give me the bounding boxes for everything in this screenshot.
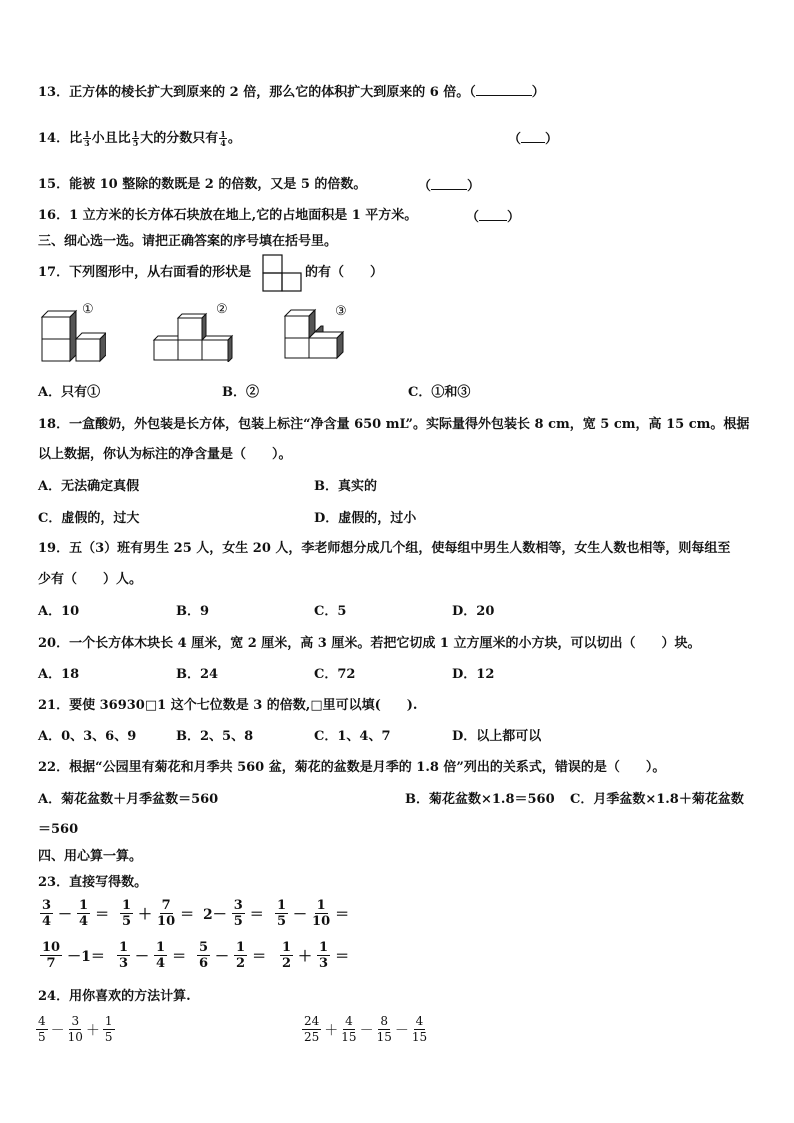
option-b[interactable]: B．24 (176, 667, 219, 682)
expression: $\frac{1}{3}$ － $\frac{1}{4}$ ＝ (119, 940, 187, 971)
question-24-title: 24．用你喜欢的方法计算. (38, 989, 191, 1004)
question-19-line2: 少有（ ）人。 (38, 572, 143, 587)
option-d[interactable]: D．虚假的，过小 (314, 511, 417, 526)
expression: $\frac{24}{25}$ ＋ $\frac{4}{15}$ － $\frac{8}{15}$ － $\frac{4}{15}$ (304, 1014, 428, 1044)
answer-paren: （ ） (508, 132, 559, 147)
fraction: $\frac{1}{5}$ (132, 129, 139, 148)
option-c[interactable]: C．72 (314, 667, 356, 682)
section-heading-4: 四、用心算一算。 (38, 849, 143, 864)
option-c-cont: ＝560 (38, 822, 79, 837)
question-17: 17．下列图形中，从右面看的形状是 (38, 265, 252, 280)
option-c[interactable]: C．1、4、7 (314, 729, 391, 744)
question-22: 22．根据“公园里有菊花和月季共 560 盆，菊花的盆数是月季的 1.8 倍”列出的关系式，错误的是（ ）。 (38, 760, 666, 775)
option-a[interactable]: A．18 (38, 667, 80, 682)
option-b[interactable]: B．9 (176, 604, 210, 619)
question-19-line1: 19．五（3）班有男生 25 人，女生 20 人，李老师想分成几个组，使每组中男生人数相等，女生人数也相等，则每组至 (38, 541, 731, 556)
option-b[interactable]: B．2、5、8 (176, 729, 254, 744)
option-a[interactable]: A．菊花盆数＋月季盆数＝560 (38, 792, 219, 807)
option-b[interactable]: B．② (222, 385, 259, 400)
expression: $\frac{10}{7}$ －1＝ (42, 940, 105, 971)
option-b[interactable]: B．菊花盆数×1.8＝560 (405, 792, 555, 807)
option-c[interactable]: C．①和③ (408, 385, 471, 400)
answer-blank[interactable] (431, 177, 467, 190)
expression: $\frac{5}{6}$ － $\frac{1}{2}$ ＝ (199, 940, 267, 971)
answer-blank[interactable] (476, 83, 532, 96)
question-20: 20．一个长方体木块长 4 厘米，宽 2 厘米，高 3 厘米。若把它切成 1 立方厘米的小方块，可以切出（ ）块。 (38, 636, 701, 651)
question-13: 13．正方体的棱长扩大到原来的 2 倍，那么它的体积扩大到原来的 6 倍。（ ） (38, 85, 545, 100)
question-14: 14．比 $\frac{1}{3}$ 小且比 $\frac{1}{5}$ 大的分数只有 $\frac{1}{4}$ 。 (38, 129, 241, 148)
figure-label-2: ② (216, 302, 228, 317)
question-18-line2: 以上数据，你认为标注的净含量是（ ）。 (38, 447, 292, 462)
option-d[interactable]: D．以上都可以 (452, 729, 542, 744)
q13-text: 13．正方体的棱长扩大到原来的 2 倍，那么它的体积扩大到原来的 6 倍。（ (38, 85, 476, 100)
answer-blank[interactable] (479, 208, 507, 221)
question-15: 15．能被 10 整除的数既是 2 的倍数，又是 5 的倍数。 (38, 177, 367, 192)
answer-paren: （ ） (466, 210, 521, 225)
section-heading-3: 三、细心选一选。请把正确答案的序号填在括号里。 (38, 234, 338, 249)
option-a[interactable]: A．只有① (38, 385, 101, 400)
question-16: 16．1 立方米的长方体石块放在地上,它的占地面积是 1 平方米。 (38, 208, 418, 223)
option-a[interactable]: A．0、3、6、9 (38, 729, 137, 744)
option-b[interactable]: B．真实的 (314, 479, 377, 494)
option-a[interactable]: A．无法确定真假 (38, 479, 140, 494)
expression: 2－ $\frac{3}{5}$ ＝ (203, 898, 264, 929)
question-23-title: 23．直接写得数。 (38, 875, 148, 890)
option-a[interactable]: A．10 (38, 604, 80, 619)
answer-blank[interactable] (521, 130, 545, 143)
fraction: $\frac{1}{3}$ (84, 129, 90, 148)
expression: $\frac{1}{5}$ ＋ $\frac{7}{10}$ ＝ (122, 898, 195, 929)
cube-figure-1 (40, 303, 106, 363)
option-d[interactable]: D．20 (452, 604, 495, 619)
option-c[interactable]: C．月季盆数×1.8＋菊花盆数 (570, 792, 744, 807)
fraction: $\frac{1}{4}$ (220, 129, 226, 148)
question-21: 21．要使 36930□1 这个七位数是 3 的倍数,□里可以填( ). (38, 698, 418, 713)
expression: $\frac{3}{4}$ － $\frac{1}{4}$ ＝ (42, 898, 110, 929)
option-c[interactable]: C．虚假的，过大 (38, 511, 140, 526)
question-18-line1: 18．一盒酸奶，外包装是长方体，包装上标注“净含量 650 mL”。实际量得外包装长 8 cm，宽 5 cm，高 15 cm。根据 (38, 417, 750, 432)
figure-label-1: ① (82, 302, 94, 317)
question-17-end: 的有（ ） (305, 265, 384, 280)
figure-label-3: ③ (335, 304, 347, 319)
right-view-shape-icon (262, 254, 304, 293)
answer-paren: （ ） (418, 179, 481, 194)
expression: $\frac{1}{5}$ － $\frac{1}{10}$ ＝ (277, 898, 350, 929)
expression: $\frac{4}{5}$ － $\frac{3}{10}$ ＋ $\frac{1}{5}$ (38, 1014, 113, 1044)
option-d[interactable]: D．12 (452, 667, 495, 682)
expression: $\frac{1}{2}$ ＋ $\frac{1}{3}$ ＝ (282, 940, 350, 971)
option-c[interactable]: C．5 (314, 604, 347, 619)
